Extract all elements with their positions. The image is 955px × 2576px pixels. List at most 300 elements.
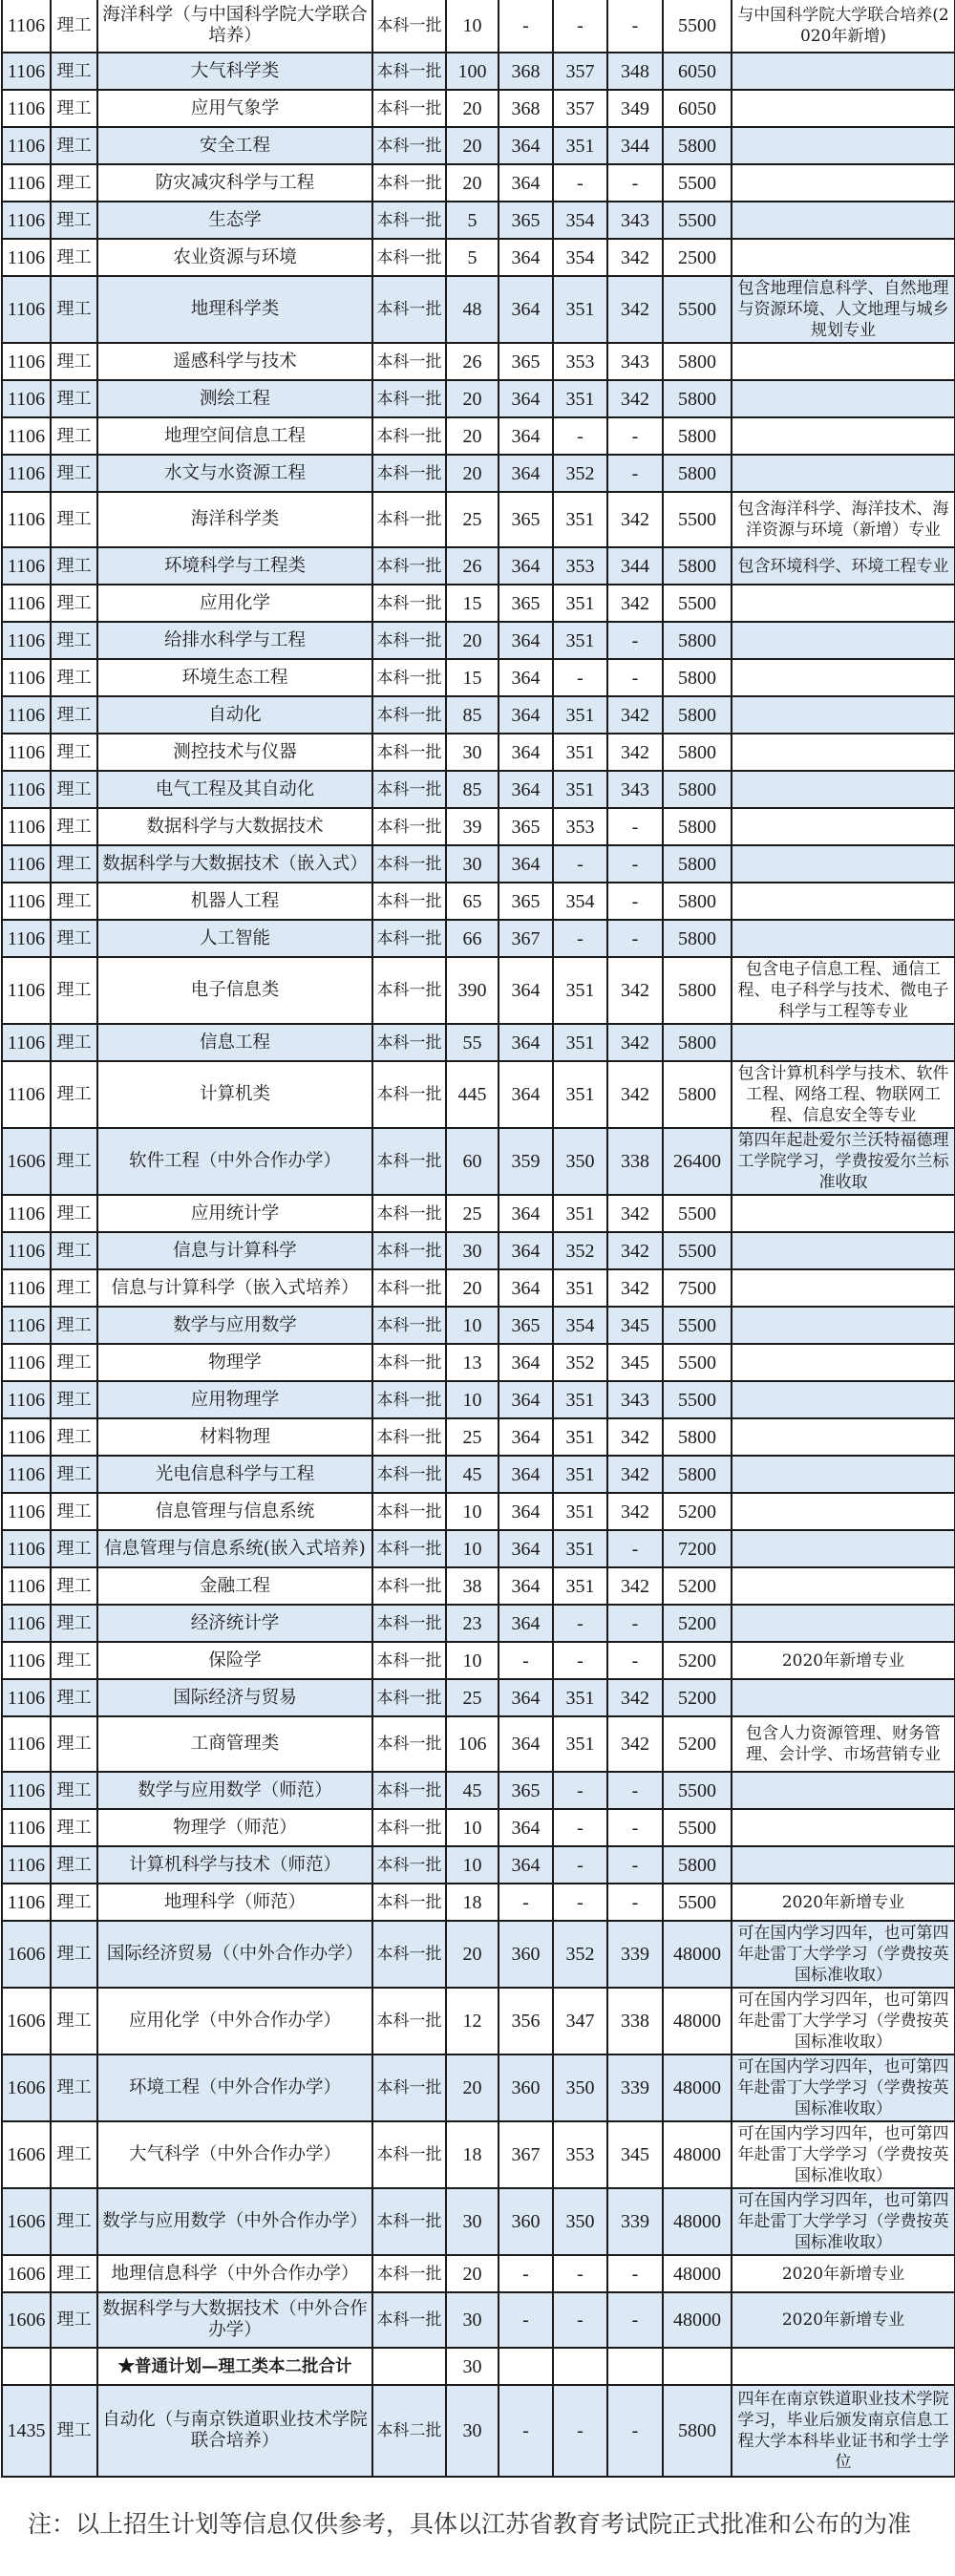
- category-cell: 理工: [51, 380, 97, 417]
- category-cell: 理工: [51, 1456, 97, 1493]
- note-cell: 2020年新增专业: [732, 2292, 955, 2348]
- batch-cell: 本科一批: [372, 343, 446, 380]
- category-cell: 理工: [51, 1809, 97, 1846]
- score-low-cell: -: [607, 1772, 663, 1809]
- tuition-cell: 5800: [663, 1061, 732, 1128]
- score-avg-cell: 353: [553, 343, 607, 380]
- code-cell: 1106: [2, 492, 51, 547]
- major-cell: ★普通计划—理工类本二批合计: [97, 2348, 372, 2385]
- category-cell: 理工: [51, 1128, 97, 1195]
- major-cell: 地理空间信息工程: [97, 417, 372, 455]
- tuition-cell: [663, 2348, 732, 2385]
- plan-count-cell: 10: [446, 1846, 499, 1884]
- table-row: [2, 547, 955, 585]
- category-cell: 理工: [51, 1381, 97, 1418]
- score-high-cell: 364: [499, 1456, 553, 1493]
- score-high-cell: 364: [499, 127, 553, 164]
- score-avg-cell: -: [553, 1772, 607, 1809]
- table-row: [2, 53, 955, 90]
- score-low-cell: 342: [607, 239, 663, 276]
- tuition-cell: 5800: [663, 845, 732, 883]
- major-cell: 地理科学（师范）: [97, 1884, 372, 1921]
- code-cell: 1106: [2, 239, 51, 276]
- score-high-cell: 365: [499, 883, 553, 920]
- major-cell: 数学与应用数学（中外合作办学）: [97, 2188, 372, 2255]
- category-cell: 理工: [51, 53, 97, 90]
- plan-count-cell: 100: [446, 53, 499, 90]
- batch-cell: 本科一批: [372, 1493, 446, 1530]
- batch-cell: 本科一批: [372, 1679, 446, 1716]
- tuition-cell: 5200: [663, 1642, 732, 1679]
- footer-note: 注：以上招生计划等信息仅供参考，具体以江苏省教育考试院正式批准和公布的为准: [28, 2510, 912, 2538]
- batch-cell: 本科一批: [372, 1344, 446, 1381]
- tuition-cell: 5500: [663, 1884, 732, 1921]
- plan-count-cell: 10: [446, 1809, 499, 1846]
- score-high-cell: -: [499, 1884, 553, 1921]
- tuition-cell: 5800: [663, 920, 732, 957]
- score-high-cell: 365: [499, 1307, 553, 1344]
- batch-cell: 本科一批: [372, 1921, 446, 1988]
- score-low-cell: -: [607, 1605, 663, 1642]
- batch-cell: 本科一批: [372, 492, 446, 547]
- table-row: [2, 380, 955, 417]
- batch-cell: 本科一批: [372, 1128, 446, 1195]
- score-low-cell: 345: [607, 1307, 663, 1344]
- major-cell: 数据科学与大数据技术（嵌入式）: [97, 845, 372, 883]
- code-cell: 1106: [2, 1344, 51, 1381]
- tuition-cell: 5800: [663, 734, 732, 771]
- tuition-cell: 5800: [663, 1846, 732, 1884]
- note-cell: [732, 1195, 955, 1232]
- note-cell: [732, 845, 955, 883]
- table-row: [2, 1128, 955, 1195]
- score-high-cell: 364: [499, 1605, 553, 1642]
- score-low-cell: 342: [607, 1232, 663, 1269]
- table-row: [2, 239, 955, 276]
- table-row: [2, 1988, 955, 2054]
- score-high-cell: 364: [499, 547, 553, 585]
- tuition-cell: 5800: [663, 547, 732, 585]
- plan-count-cell: 65: [446, 883, 499, 920]
- major-cell: 物理学（师范）: [97, 1809, 372, 1846]
- score-high-cell: 364: [499, 1418, 553, 1456]
- major-cell: 农业资源与环境: [97, 239, 372, 276]
- code-cell: 1106: [2, 585, 51, 622]
- batch-cell: 本科一批: [372, 659, 446, 696]
- tuition-cell: 6050: [663, 90, 732, 127]
- plan-count-cell: 10: [446, 1381, 499, 1418]
- note-cell: 可在国内学习四年，也可第四年赴雷丁大学学习（学费按英国标准收取）: [732, 2121, 955, 2188]
- note-cell: [732, 1344, 955, 1381]
- score-avg-cell: 351: [553, 276, 607, 343]
- major-cell: 防灾减灾科学与工程: [97, 164, 372, 202]
- tuition-cell: 5200: [663, 1716, 732, 1772]
- major-cell: 地理信息科学（中外合作办学）: [97, 2255, 372, 2292]
- note-cell: 四年在南京铁道职业技术学院学习，毕业后颁发南京信息工程大学本科毕业证书和学士学位: [732, 2385, 955, 2477]
- table-row: [2, 1024, 955, 1061]
- score-high-cell: 364: [499, 771, 553, 808]
- major-cell: 自动化（与南京铁道职业技术学院联合培养）: [97, 2385, 372, 2477]
- tuition-cell: 5200: [663, 1679, 732, 1716]
- table-row: [2, 1061, 955, 1128]
- note-cell: [732, 808, 955, 845]
- code-cell: 1106: [2, 920, 51, 957]
- plan-count-cell: 15: [446, 585, 499, 622]
- major-cell: 信息管理与信息系统(嵌入式培养): [97, 1530, 372, 1567]
- note-cell: [732, 90, 955, 127]
- batch-cell: 本科一批: [372, 90, 446, 127]
- batch-cell: 本科一批: [372, 1772, 446, 1809]
- code-cell: 1106: [2, 417, 51, 455]
- table-row: [2, 276, 955, 343]
- plan-count-cell: 12: [446, 1988, 499, 2054]
- plan-count-cell: 390: [446, 957, 499, 1024]
- note-cell: [732, 1418, 955, 1456]
- note-cell: [732, 343, 955, 380]
- score-high-cell: 364: [499, 455, 553, 492]
- score-low-cell: 342: [607, 1456, 663, 1493]
- score-high-cell: 367: [499, 920, 553, 957]
- note-cell: [732, 585, 955, 622]
- category-cell: 理工: [51, 1493, 97, 1530]
- batch-cell: 本科一批: [372, 622, 446, 659]
- major-cell: 计算机类: [97, 1061, 372, 1128]
- score-low-cell: 342: [607, 1195, 663, 1232]
- tuition-cell: 5800: [663, 1024, 732, 1061]
- batch-cell: 本科一批: [372, 455, 446, 492]
- code-cell: 1106: [2, 1418, 51, 1456]
- score-high-cell: 364: [499, 622, 553, 659]
- major-cell: 给排水科学与工程: [97, 622, 372, 659]
- tuition-cell: 5800: [663, 622, 732, 659]
- tuition-cell: 5500: [663, 0, 732, 53]
- score-low-cell: -: [607, 1884, 663, 1921]
- table-row: [2, 492, 955, 547]
- table-row: [2, 2121, 955, 2188]
- tuition-cell: 5200: [663, 1605, 732, 1642]
- score-high-cell: 365: [499, 343, 553, 380]
- code-cell: 1106: [2, 622, 51, 659]
- batch-cell: 本科一批: [372, 1884, 446, 1921]
- batch-cell: 本科一批: [372, 53, 446, 90]
- score-avg-cell: -: [553, 2385, 607, 2477]
- score-high-cell: 364: [499, 1381, 553, 1418]
- major-cell: 物理学: [97, 1344, 372, 1381]
- score-avg-cell: 352: [553, 1232, 607, 1269]
- code-cell: 1106: [2, 343, 51, 380]
- score-low-cell: 339: [607, 2188, 663, 2255]
- plan-count-cell: 48: [446, 276, 499, 343]
- category-cell: 理工: [51, 492, 97, 547]
- tuition-cell: 5200: [663, 1493, 732, 1530]
- tuition-cell: 5800: [663, 771, 732, 808]
- note-cell: 2020年新增专业: [732, 1884, 955, 1921]
- category-cell: 理工: [51, 2054, 97, 2121]
- note-cell: [732, 127, 955, 164]
- plan-count-cell: 25: [446, 1195, 499, 1232]
- score-low-cell: 343: [607, 771, 663, 808]
- score-low-cell: 343: [607, 1381, 663, 1418]
- batch-cell: 本科一批: [372, 1232, 446, 1269]
- score-avg-cell: 351: [553, 1195, 607, 1232]
- plan-count-cell: 25: [446, 1418, 499, 1456]
- score-low-cell: -: [607, 1809, 663, 1846]
- score-low-cell: 342: [607, 1679, 663, 1716]
- category-cell: 理工: [51, 1988, 97, 2054]
- batch-cell: 本科一批: [372, 734, 446, 771]
- category-cell: 理工: [51, 734, 97, 771]
- plan-count-cell: 20: [446, 622, 499, 659]
- score-high-cell: -: [499, 1642, 553, 1679]
- plan-count-cell: 85: [446, 771, 499, 808]
- score-low-cell: 343: [607, 202, 663, 239]
- table-row: [2, 343, 955, 380]
- note-cell: 包含人力资源管理、财务管理、会计学、市场营销专业: [732, 1716, 955, 1772]
- score-high-cell: 365: [499, 808, 553, 845]
- category-cell: 理工: [51, 1846, 97, 1884]
- note-cell: [732, 1232, 955, 1269]
- code-cell: 1106: [2, 1456, 51, 1493]
- score-low-cell: [607, 2348, 663, 2385]
- category-cell: 理工: [51, 1567, 97, 1605]
- code-cell: 1106: [2, 1642, 51, 1679]
- category-cell: 理工: [51, 2255, 97, 2292]
- score-low-cell: 344: [607, 547, 663, 585]
- batch-cell: 本科一批: [372, 1530, 446, 1567]
- score-high-cell: 364: [499, 1195, 553, 1232]
- note-cell: [732, 1846, 955, 1884]
- score-low-cell: -: [607, 1846, 663, 1884]
- batch-cell: 本科一批: [372, 771, 446, 808]
- note-cell: [732, 53, 955, 90]
- score-avg-cell: 357: [553, 90, 607, 127]
- table-row: [2, 1716, 955, 1772]
- score-avg-cell: 350: [553, 2054, 607, 2121]
- major-cell: 遥感科学与技术: [97, 343, 372, 380]
- table-row: [2, 883, 955, 920]
- major-cell: 安全工程: [97, 127, 372, 164]
- score-avg-cell: 351: [553, 1530, 607, 1567]
- note-cell: [732, 1493, 955, 1530]
- plan-count-cell: 45: [446, 1772, 499, 1809]
- table-row: [2, 2292, 955, 2348]
- score-avg-cell: 354: [553, 883, 607, 920]
- score-avg-cell: 351: [553, 1567, 607, 1605]
- major-cell: 信息与计算科学: [97, 1232, 372, 1269]
- enrollment-plan-table: [1, 0, 955, 2478]
- plan-count-cell: 20: [446, 455, 499, 492]
- tuition-cell: 5800: [663, 957, 732, 1024]
- major-cell: 测绘工程: [97, 380, 372, 417]
- table-row: [2, 920, 955, 957]
- score-low-cell: -: [607, 1530, 663, 1567]
- tuition-cell: 5800: [663, 1456, 732, 1493]
- category-cell: 理工: [51, 957, 97, 1024]
- major-cell: 应用化学（中外合作办学）: [97, 1988, 372, 2054]
- category-cell: 理工: [51, 585, 97, 622]
- plan-count-cell: 10: [446, 1642, 499, 1679]
- score-high-cell: 368: [499, 90, 553, 127]
- major-cell: 信息管理与信息系统: [97, 1493, 372, 1530]
- category-cell: 理工: [51, 547, 97, 585]
- score-avg-cell: 351: [553, 1381, 607, 1418]
- plan-count-cell: 15: [446, 659, 499, 696]
- score-high-cell: 364: [499, 1530, 553, 1567]
- score-low-cell: -: [607, 164, 663, 202]
- score-low-cell: -: [607, 883, 663, 920]
- batch-cell: 本科一批: [372, 1195, 446, 1232]
- category-cell: 理工: [51, 0, 97, 53]
- code-cell: 1106: [2, 808, 51, 845]
- plan-count-cell: 25: [446, 492, 499, 547]
- tuition-cell: 7500: [663, 1269, 732, 1307]
- major-cell: 应用统计学: [97, 1195, 372, 1232]
- score-low-cell: 342: [607, 1567, 663, 1605]
- note-cell: 包含计算机科学与技术、软件工程、网络工程、物联网工程、信息安全等专业: [732, 1061, 955, 1128]
- major-cell: 应用物理学: [97, 1381, 372, 1418]
- code-cell: 1106: [2, 1884, 51, 1921]
- score-avg-cell: 354: [553, 202, 607, 239]
- code-cell: [2, 2348, 51, 2385]
- score-low-cell: -: [607, 920, 663, 957]
- score-avg-cell: 350: [553, 2188, 607, 2255]
- plan-count-cell: 30: [446, 845, 499, 883]
- score-high-cell: 364: [499, 1679, 553, 1716]
- note-cell: [732, 883, 955, 920]
- table-row: [2, 2188, 955, 2255]
- batch-cell: 本科一批: [372, 920, 446, 957]
- tuition-cell: 5800: [663, 696, 732, 734]
- score-low-cell: 342: [607, 957, 663, 1024]
- score-avg-cell: -: [553, 2255, 607, 2292]
- note-cell: 可在国内学习四年，也可第四年赴雷丁大学学习（学费按英国标准收取）: [732, 1988, 955, 2054]
- score-avg-cell: 352: [553, 455, 607, 492]
- score-low-cell: 349: [607, 90, 663, 127]
- table-row: [2, 1772, 955, 1809]
- code-cell: 1606: [2, 2255, 51, 2292]
- tuition-cell: 48000: [663, 2292, 732, 2348]
- category-cell: 理工: [51, 622, 97, 659]
- table-row: [2, 1642, 955, 1679]
- category-cell: 理工: [51, 2188, 97, 2255]
- major-cell: 数学与应用数学（师范）: [97, 1772, 372, 1809]
- category-cell: 理工: [51, 1061, 97, 1128]
- category-cell: 理工: [51, 239, 97, 276]
- score-high-cell: 364: [499, 696, 553, 734]
- code-cell: 1106: [2, 1809, 51, 1846]
- code-cell: 1106: [2, 1232, 51, 1269]
- score-avg-cell: -: [553, 1642, 607, 1679]
- note-cell: [732, 455, 955, 492]
- score-low-cell: 342: [607, 734, 663, 771]
- category-cell: 理工: [51, 771, 97, 808]
- plan-count-cell: 18: [446, 2121, 499, 2188]
- plan-count-cell: 106: [446, 1716, 499, 1772]
- major-cell: 国际经济与贸易: [97, 1679, 372, 1716]
- score-low-cell: 338: [607, 1988, 663, 2054]
- score-high-cell: -: [499, 2255, 553, 2292]
- score-high-cell: 364: [499, 164, 553, 202]
- score-low-cell: 348: [607, 53, 663, 90]
- plan-count-cell: 10: [446, 0, 499, 53]
- table-row: [2, 659, 955, 696]
- table-row: [2, 417, 955, 455]
- table-row: [2, 1679, 955, 1716]
- major-cell: 国际经济贸易（（中外合作办学）: [97, 1921, 372, 1988]
- tuition-cell: 5500: [663, 585, 732, 622]
- table-row: [2, 1809, 955, 1846]
- code-cell: 1106: [2, 734, 51, 771]
- note-cell: [732, 2348, 955, 2385]
- batch-cell: 本科一批: [372, 1418, 446, 1456]
- score-avg-cell: 353: [553, 808, 607, 845]
- score-high-cell: 364: [499, 1567, 553, 1605]
- batch-cell: 本科二批: [372, 2385, 446, 2477]
- major-cell: 数据科学与大数据技术: [97, 808, 372, 845]
- category-cell: 理工: [51, 1232, 97, 1269]
- tuition-cell: 5800: [663, 417, 732, 455]
- tuition-cell: 2500: [663, 239, 732, 276]
- plan-count-cell: 38: [446, 1567, 499, 1605]
- major-cell: 光电信息科学与工程: [97, 1456, 372, 1493]
- score-high-cell: 365: [499, 585, 553, 622]
- batch-cell: 本科一批: [372, 417, 446, 455]
- batch-cell: 本科一批: [372, 1269, 446, 1307]
- category-cell: 理工: [51, 1772, 97, 1809]
- major-cell: 应用气象学: [97, 90, 372, 127]
- category-cell: 理工: [51, 164, 97, 202]
- score-high-cell: 364: [499, 1846, 553, 1884]
- code-cell: 1106: [2, 1381, 51, 1418]
- note-cell: [732, 1269, 955, 1307]
- table-row: [2, 0, 955, 53]
- code-cell: 1606: [2, 2054, 51, 2121]
- tuition-cell: 5800: [663, 380, 732, 417]
- note-cell: 包含海洋科学、海洋技术、海洋资源与环境（新增）专业: [732, 492, 955, 547]
- batch-cell: 本科一批: [372, 2255, 446, 2292]
- score-low-cell: -: [607, 2385, 663, 2477]
- score-avg-cell: 352: [553, 1344, 607, 1381]
- code-cell: 1606: [2, 1988, 51, 2054]
- plan-count-cell: 85: [446, 696, 499, 734]
- major-cell: 大气科学类: [97, 53, 372, 90]
- category-cell: 理工: [51, 1024, 97, 1061]
- code-cell: 1106: [2, 1679, 51, 1716]
- score-low-cell: 342: [607, 276, 663, 343]
- major-cell: 环境生态工程: [97, 659, 372, 696]
- note-cell: 包含地理信息科学、自然地理与资源环境、人文地理与城乡规划专业: [732, 276, 955, 343]
- plan-count-cell: 20: [446, 1921, 499, 1988]
- batch-cell: 本科一批: [372, 2054, 446, 2121]
- score-low-cell: 342: [607, 492, 663, 547]
- score-low-cell: 342: [607, 1269, 663, 1307]
- code-cell: 1106: [2, 659, 51, 696]
- score-high-cell: 365: [499, 492, 553, 547]
- batch-cell: 本科一批: [372, 239, 446, 276]
- score-high-cell: 364: [499, 380, 553, 417]
- score-avg-cell: -: [553, 1809, 607, 1846]
- code-cell: 1106: [2, 696, 51, 734]
- batch-cell: 本科一批: [372, 2121, 446, 2188]
- category-cell: 理工: [51, 2292, 97, 2348]
- score-low-cell: -: [607, 808, 663, 845]
- code-cell: 1106: [2, 883, 51, 920]
- note-cell: 可在国内学习四年，也可第四年赴雷丁大学学习（学费按英国标准收取）: [732, 2054, 955, 2121]
- code-cell: 1106: [2, 380, 51, 417]
- code-cell: 1106: [2, 90, 51, 127]
- batch-cell: 本科一批: [372, 883, 446, 920]
- score-avg-cell: 352: [553, 1921, 607, 1988]
